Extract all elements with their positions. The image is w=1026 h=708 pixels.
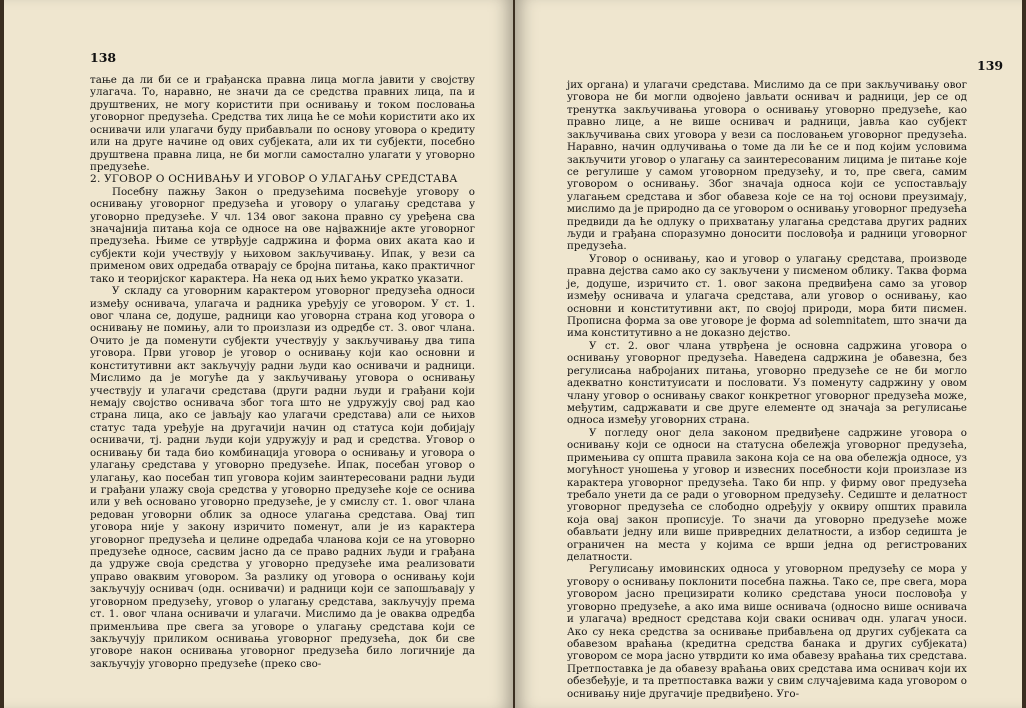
body-paragraph: У ст. 2. овог члана утврђена је основна садржина уговора о оснивању уговорног предузећа. Наведена садржина је обавезна, без регулисања набројаних питања, уговорно предузеће се не би могло адекватно конституисати и пословати. Уз поменуту садржину у овом члану уговор о оснивању сваког конкретног уговорног предузећа може, међутим, садржавати и све друге елементе од значаја за регулисање односа између уговорних страна. [567,339,967,427]
body-paragraph: У погледу оног дела законом предвиђене садржине уговора о оснивању који се односи на статусна обележја уговорног предузећа, примењива су општа правила закона која се на ова обележја односе, уз могућност уношења у уговор и извесних посебности који произлазе из карактера уговорног предузећа. Тако би нпр. у фирму овог предузећа требало унети да се ради о уговорном предузећу. Седиште и делатност уговорног предузећа се слободно одређују у оквиру општих правила која овај закон прописује. То значи да уговорно предузеће може обављати једну или више привредних делатности, а избор седишта је ограничен на места у којима се врши једна од регистрованих делатности. [567,426,967,564]
body-paragraph: Уговор о оснивању, као и уговор о улагању средстава, производе правна дејства само ако су закључени у писменом облику. Таква форма је, додуше, изричито ст. 1. овог закона предвиђена само за уговор између оснивача и улагача средстава, али уговор о оснивању, као основни и конститутивни акт, по својој природи, мора бити писмен. Прописна форма за ове уговоре је форма ad solemnitatem, што значи да има конститутивно а не доказно дејство. [567,252,967,340]
left-page [4,0,513,708]
body-paragraph: јих органа) и улагачи средстава. Мислимо да се при закључивању овог уговора не би могли одвојено јављати оснивач и радници, јер се од тренутка закључивања уговора о оснивању уговорно предузеће, као правно лице, а не више оснивач и радници, јавља као субјект закључивања свих уговора у вези са пословањем уговорног предузећа. Наравно, начин одлучивања о томе да ли ће се и под којим условима закључити уговор о улагању са заинтересованим лицима је питање које се регулише у самом уговорном предузећу, и то, пре свега, самим уговором о оснивању. Због значаја односа који се успостављају улагањем средстава и због обавеза које се на тој основи преузимају, мислимо да је природно да се уговором о оснивању уговорног предузећа предвиди да ће одлуку о прихватању улагања средстава других радних људи и грађана споразумно доносити пословођа и радници уговорног предузећа. [567,79,967,253]
right-page [515,0,1022,708]
body-paragraph: Посебну пажњу Закон о предузећима посвећује уговору о оснивању уговорног предузећа и уговору о улагању средстава у уговорно предузеће. У чл. 134 овог закона правно су уређена сва значајнија питања која се односе на ове најважније акте уговорног предузећа. Њиме се утврђује садржина и форма ових аката као и субјекти који учествују у њиховом закључивању. Ипак, у вези са применом ових одредаба отварају се бројна питања, како практичног тако и теоријског карактера. На нека од њих ћемо укратко указати. [90,185,475,285]
intro-paragraph: тање да ли би се и грађанска правна лица могла јавити у својству улагача. То, наравно, не значи да се средства правних лица, па и друштвених, не могу користити при оснивању и током пословања уговорног предузећа. Средства тих лица ће се моћи користити ако их оснивачи или улагачи буду прибављали по основу уговора о кредиту или на друге начине од ових субјеката, али их ти субјекти, посебно друштвена правна лица, не би могли самостално улагати у уговорно предузеће. [90,74,475,173]
body-paragraph: У складу са уговорним карактером уговорног предузећа односи између оснивача, улагача и радника уређују се уговором. У ст. 1. овог члана се, додуше, радници као уговорна страна код уговора о оснивању не помињу, али то произлази из одредбе ст. 3. овог члана. Очито је да поменути субјекти учествују у закључивању два типа уговора. Први уговор је уговор о оснивању који као основни и конститутивни акт закључују радни људи као оснивачи и радници. Мислимо да је могуће да у закључивању уговора о оснивању учествују и улагачи средстава (други радни људи и грађани који немају својство оснивача због тога што не удружују свој рад као страна лица, ако се јављају као улагачи средстава) али се њихов статус тада уређује на другачији начин од статуса који добијају оснивачи, тј. радни људи који удружују и рад и средства. Уговор о оснивању би тада био комбинација уговора о оснивању и уговора о улагању средстава у уговорно предузеће. Ипак, посебан уговор о улагању, као посебан тип уговора којим заинтересовани радни људи и грађани улажу своја средства у уговорно предузеће које се оснива или у већ основано уговорно предузеће, је у смислу ст. 1. овог члана редован уговорни облик за односе улагања средстава. Овај тип уговора није у закону изричито поменут, али је из карактера уговорног предузећа и целине одредаба чланова који се на уговорно предузеће односе, сасвим јасно да се право радних људи и грађана да удруже своја средства у уговорно предузеће има реализовати управо оваквим уговором. За разлику од уговора о оснивању који закључују оснивач (одн. оснивачи) и радници који се запошљавају у уговорном предузећу, уговор о улагању средстава, закључују према ст. 1. овог члана оснивачи и улагачи. Мислимо да је оваква одредба применљива пре свега за уговоре о улагању средстава који се закључују приликом оснивања уговорног предузећа, док би све уговоре након оснивања уговорног предузећа било логичније да закључују уговорно предузеће (преко сво- [90,285,475,670]
page-body [90,74,475,670]
section-heading: 2. УГОВОР О ОСНИВАЊУ И УГОВОР О УЛАГАЊУ СРЕДСТАВА [90,173,458,186]
book-spread [4,0,1022,708]
page-number: 139 [977,58,1004,73]
page-number: 138 [90,50,117,65]
body-paragraph: Регулисању имовинских односа у уговорном предузећу се мора у уговору о оснивању поклонити посебна пажња. Тако се, пре свега, мора уговором јасно прецизирати колико средстава уноси пословођа у уговорно предузеће, а ако има више оснивача (односно више оснивача и улагача) вредност средстава који сваки оснивач одн. улагач уноси. Ако су нека средства за оснивање прибављена од других субјеката са обавезом враћања (кредитна средства банака и других субјеката) уговором се мора јасно утврдити ко има обавезу враћања тих средстава. Претпоставка је да обавезу враћања ових средстава има оснивач који их обезбеђује, и та претпоставка важи у свим случајевима када уговором о оснивању није другачије предвиђено. Уго- [567,563,967,700]
page-body [567,79,967,700]
